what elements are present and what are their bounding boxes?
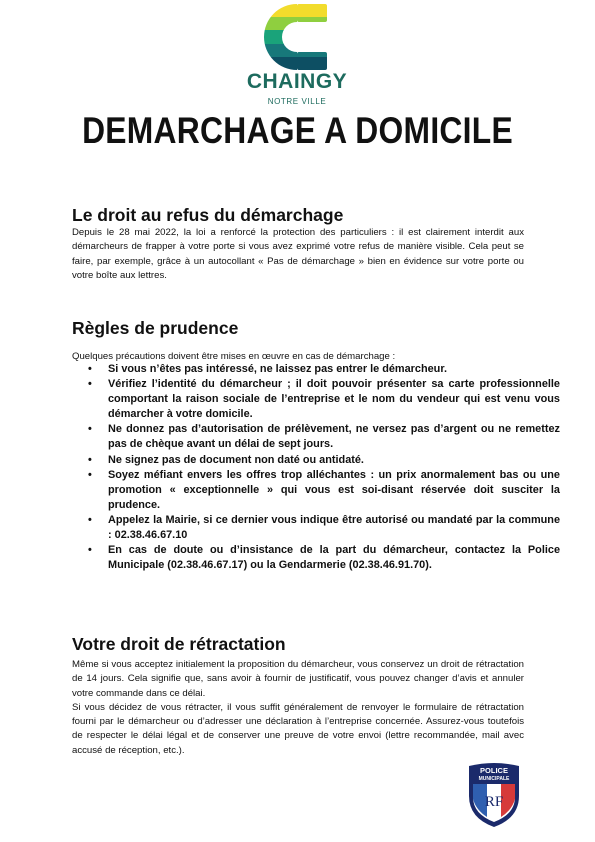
prudence-rule-item [88, 422, 560, 452]
retractation-paragraph-2: Si vous décidez de vous rétracter, il vous suffit généralement de renvoyer le formulaire de rétractation fourni par le démarcheur ou d’adresser une déclaration à l’entreprise concernée. Assurez-vous toutefois de respecter le délai légal et de conserver une preuve de votre envoi (lettre recommandée, mail avec accusé de réception, etc.). [72, 701, 524, 756]
police-municipale-badge [466, 762, 522, 828]
section-text-retractation [72, 658, 524, 758]
bullet-icon: • [88, 363, 92, 375]
section-heading-prudence: Règles de prudence [72, 318, 239, 338]
prudence-rule-text: Si vous n’êtes pas intéressé, ne laissez pas entrer le démarcheur. [108, 363, 447, 375]
prudence-rule-item [88, 453, 560, 468]
police-shield-icon [466, 762, 522, 828]
prudence-rule-item [88, 377, 560, 422]
bullet-icon: • [88, 453, 92, 466]
badge-initials: RF [484, 794, 504, 810]
bullet-icon: • [88, 513, 92, 526]
prudence-rule-text: Vérifiez l’identité du démarcheur ; il doit pouvoir présenter sa carte professionnelle comportant la raison sociale de l’entreprise et le nom du vendeur qui est venu vous démarcher à votre domicile. [108, 378, 560, 421]
prudence-rule-text: Ne donnez pas d’autorisation de prélèvement, ne versez pas d’argent ou ne remettez pas de chèque avant un délai de sept jours. [108, 423, 560, 451]
prudence-rule-item [88, 362, 560, 377]
bullet-icon: • [88, 378, 92, 391]
chaingy-c-logo-icon [254, 4, 340, 70]
section-heading-retractation: Votre droit de rétractation [72, 634, 286, 654]
retractation-paragraph-1: Même si vous acceptez initialement la proposition du démarcheur, vous conservez un droit de rétractation de 14 jours. Cela signifie que, sans avoir à fournir de justificatif, vous pouvez changer d’avis et annuler votre commande dans ce délai. [72, 659, 524, 699]
prudence-rule-text: En cas de doute ou d’insistance de la part du démarcheur, contactez la Police Municipale (02.38.46.67.17) ou la Gendarmerie (02.38.46.91.70). [108, 544, 560, 572]
bullet-icon: • [88, 544, 92, 557]
prudence-rule-item [88, 513, 560, 543]
prudence-rule-text: Appelez la Mairie, si ce dernier vous indique être autorisé ou mandaté par la commune : 02.38.46.67.10 [108, 513, 560, 542]
chaingy-logo [242, 4, 352, 112]
prudence-rule-item [88, 543, 560, 573]
prudence-intro-text: Quelques précautions doivent être mises en œuvre en cas de démarchage : [72, 351, 396, 362]
prudence-rule-item [88, 468, 560, 513]
logo-name: CHAINGY [246, 70, 348, 93]
refus-paragraph: Depuis le 28 mai 2022, la loi a renforcé la protection des particuliers : il est clairement interdit aux démarcheurs de frapper à votre porte si vous avez exprimé votre refus de manière visible. Cela peut se faire, par exemple, grâce à un autocollant « Pas de démarchage » bien en évidence sur votre porte ou votre boîte aux lettres. [72, 227, 524, 281]
page-title: DEMARCHAGE A DOMICILE [82, 110, 513, 151]
prudence-rule-text: Soyez méfiant envers les offres trop alléchantes : un prix anormalement bas ou une promotion « exceptionnelle » qui vous est soi-disant réservée doit susciter la prudence. [108, 468, 560, 511]
logo-subtitle: NOTRE VILLE [267, 97, 327, 106]
section-heading-refus: Le droit au refus du démarchage [72, 205, 344, 225]
badge-line2: MUNICIPALE [478, 776, 510, 782]
bullet-icon: • [88, 423, 92, 436]
bullet-icon: • [88, 468, 92, 481]
prudence-rule-text: Ne signez pas de document non daté ou antidaté. [108, 453, 364, 466]
prudence-rules-list [72, 362, 560, 573]
section-text-refus [72, 226, 524, 283]
badge-line1: POLICE [480, 766, 508, 775]
